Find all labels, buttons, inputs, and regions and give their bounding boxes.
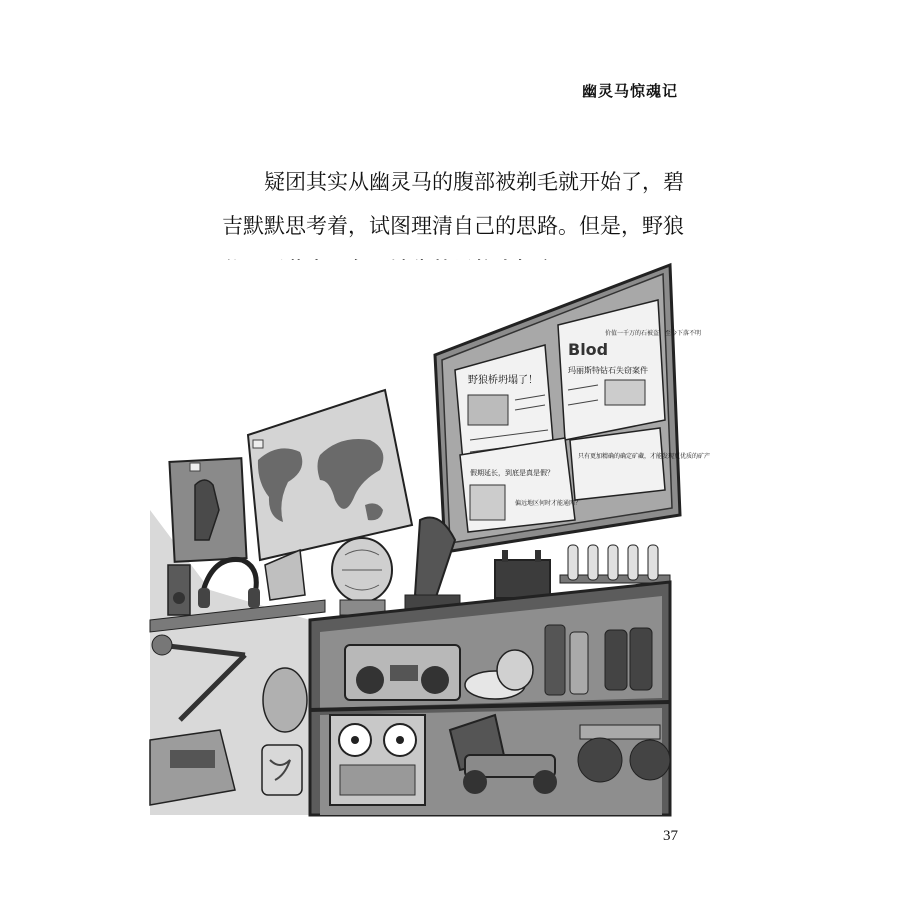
note-right bbox=[570, 428, 710, 500]
headline-1: 野狼桥坍塌了！ bbox=[468, 375, 538, 386]
shelf-cabinet bbox=[310, 582, 670, 815]
speaker bbox=[168, 565, 190, 615]
reel-recorder bbox=[330, 715, 425, 805]
room-illustration bbox=[150, 260, 711, 815]
note-right-text: 只有更加精确的确定矿藏，才能发现更优质的矿产 bbox=[578, 453, 711, 460]
newspaper-3 bbox=[460, 438, 581, 532]
fan bbox=[332, 538, 392, 615]
page-number: 37 bbox=[663, 828, 678, 844]
headline-2-note: 价值一千万的石被盗，至今下落不明 bbox=[605, 330, 702, 337]
headline-3-note: 偏远地区何时才能通网？ bbox=[515, 500, 582, 507]
boombox bbox=[345, 645, 460, 700]
paragraph-line-2: 吉默默思考着，试图理清自己的思路。但是，野狼 bbox=[222, 214, 684, 238]
flask bbox=[497, 650, 533, 690]
newspaper-logo: Blod bbox=[568, 340, 609, 359]
running-header: 幽灵马惊魂记 bbox=[581, 82, 678, 100]
dinosaur-poster bbox=[169, 458, 246, 562]
headline-3: 假期延长，到底是真是假？ bbox=[470, 469, 554, 477]
paragraph-line-1: 疑团其实从幽灵马的腹部被剃毛就开始了，碧 bbox=[264, 170, 684, 194]
test-tubes bbox=[560, 545, 670, 583]
headline-2: 玛丽斯特钻石失窃案件 bbox=[568, 366, 648, 375]
